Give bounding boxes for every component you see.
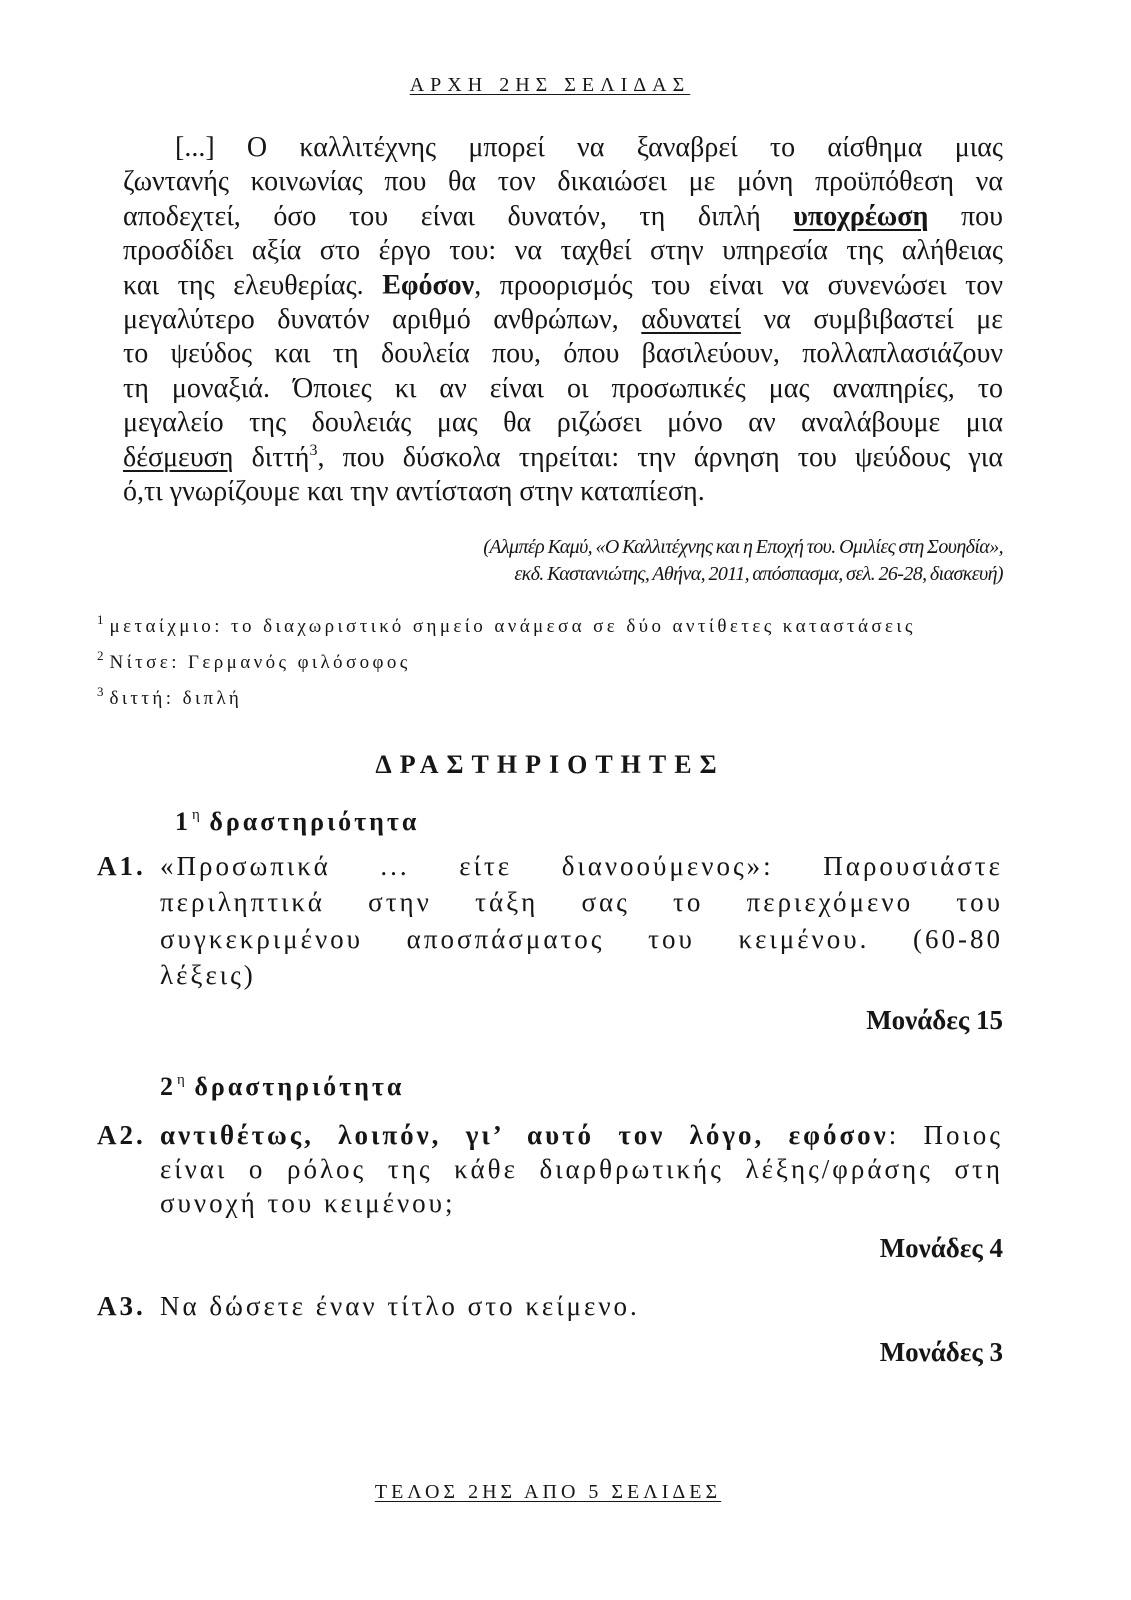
passage-text: τη μοναξιά. Όποιες κι αν είναι οι προσωπικές μας αναπηρίες, το [123,372,1003,404]
connectives-list: αντιθέτως, λοιπόν, γι’ αυτό τον λόγο, εφόσον [160,1120,889,1150]
passage-line [123,372,1003,406]
passage-text: μεγαλείο της δουλειάς μας θα ριζώσει μόνο αν αναλάβουμε μια [123,407,1003,439]
ordinal-suffix: η [177,1072,185,1088]
passage-text: , προορισμός του είναι να συνενώσει τον [474,269,1004,301]
question-label: Α1. [97,851,146,881]
passage-line [123,337,1003,371]
source-citation [250,534,1003,588]
activity-subheading [175,806,419,838]
activity-label: δραστηριότητα [209,807,420,836]
question-text [160,1118,1003,1220]
passage-line [123,269,1003,303]
footnote [97,609,1017,645]
footnotes [97,609,1017,717]
question-line: «Προσωπικά ... είτε διανοούμενος»: Παρουσιάστε [160,851,1003,881]
passage-text: μεγαλύτερο δυνατόν αριθμό ανθρώπων, [123,303,619,335]
ordinal-suffix: η [192,807,200,823]
underlined-word: αδυνατεί [641,303,741,335]
page-footer-text: ΤΕΛΟΣ 2ΗΣ ΑΠΟ 5 ΣΕΛΙΔΕΣ [374,1481,722,1503]
page-header [300,72,800,98]
activity-number: 2 [160,1072,176,1101]
passage-text: προσδίδει αξία στο έργο του: να ταχθεί στην υπηρεσία της αλήθειας [123,235,1003,267]
citation-line: εκδ. Καστανιώτης, Αθήνα, 2011, απόσπασμα, σελ. 26-28, διασκευή) [514,563,1003,585]
passage-text: [...] Ο καλλιτέχνης μπορεί να ξαναβρεί το αίσθημα μιας [175,132,1003,163]
activity-label: δραστηριότητα [194,1072,405,1101]
question-label: Α2. [97,1120,146,1150]
passage-line [123,200,1003,234]
footnote-reference: 3 [309,441,318,459]
emphasized-word: υποχρέωση [793,200,929,232]
citation-line: (Αλμπέρ Καμύ, «Ο Καλλιτέχνης και η Εποχή του. Ομιλίες στη Σουηδία», [483,536,1003,558]
passage-line [123,406,1003,440]
passage-line [123,165,1003,199]
question-text-part: : Ποιος [888,1120,1003,1150]
passage-text: και της ελευθερίας. [123,269,364,301]
page-header-text: ΑΡΧΗ 2ΗΣ ΣΕΛΙΔΑΣ [409,74,691,96]
footnote-number: 1 [97,612,104,627]
passage-line [123,234,1003,268]
question-line: συγκεκριμένου αποσπάσματος του κειμένου. (60-80 [160,923,1003,954]
underlined-word: δέσμευση [123,441,234,473]
question-text [160,1289,1003,1323]
footnote-text: μεταίχμιο: το διαχωριστικό σημείο ανάμεσα σε δύο αντίθετες καταστάσεις [109,616,916,637]
footnote-text: διττή: διπλή [109,688,243,709]
passage-text: να συμβιβαστεί με [763,303,1004,335]
passage-text: διττή [251,441,310,473]
points-label: Μονάδες 15 [866,1005,1003,1035]
points-label: Μονάδες 4 [879,1233,1003,1263]
points-label: Μονάδες 3 [879,1337,1003,1367]
question-line: περιληπτικά στην τάξη σας το περιεχόμενο του [160,887,1003,918]
question-line: Να δώσετε έναν τίτλο στο κείμενο. [160,1291,640,1321]
passage-line [123,303,1003,337]
passage-text: ό,τι γνωρίζουμε και την αντίσταση στην καταπίεση. [123,475,705,507]
activity-subheading [160,1071,404,1103]
passage-text: , που δύσκολα τηρείται: την άρνηση του ψεύδους για [317,441,1003,473]
question-text [160,848,1003,993]
question-line: λέξεις) [160,959,256,990]
footnote [97,681,1017,717]
passage-text: που [961,200,1003,232]
activities-heading: ΔΡΑΣΤΗΡΙΟΤΗΤΕΣ [375,750,725,779]
question-label: Α3. [97,1291,146,1321]
page-footer [298,1479,798,1505]
passage-line [123,131,1003,165]
passage-line [123,441,1003,475]
passage-text: αποδεχτεί, όσο του είναι δυνατόν, τη διπλή [123,200,761,232]
footnote [97,645,1017,681]
bold-connective: Εφόσον [382,269,475,301]
question-line: συνοχή του κειμένου; [160,1188,456,1218]
question-line [160,1118,1003,1152]
passage-text: το ψεύδος και τη δουλεία που, όπου βασιλεύουν, πολλαπλασιάζουν [123,338,1003,370]
passage-text: ζωντανής κοινωνίας που θα τον δικαιώσει με μόνη προϋπόθεση να [123,166,1003,198]
question-line: είναι ο ρόλος της κάθε διαρθρωτικής λέξης/φράσης στη [160,1154,1003,1184]
activity-number: 1 [175,807,191,836]
footnote-text: Νίτσε: Γερμανός φιλόσοφος [109,652,411,673]
passage [123,131,1003,509]
footnote-number: 3 [97,684,104,699]
footnote-number: 2 [97,648,104,663]
passage-line [123,475,1003,509]
